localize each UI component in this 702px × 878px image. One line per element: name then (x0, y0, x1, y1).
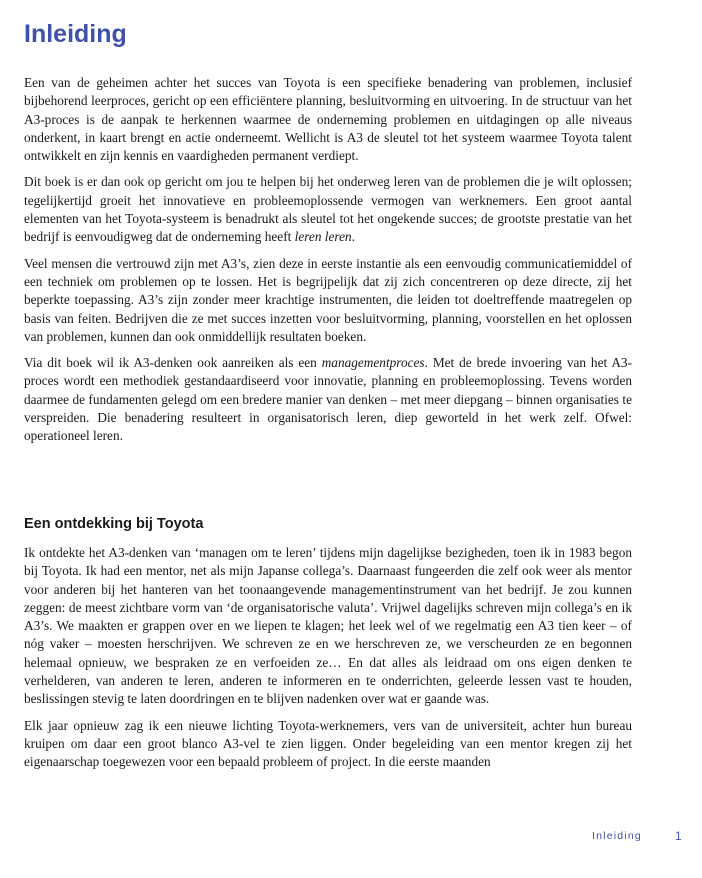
emphasis-text: leren leren (294, 229, 352, 245)
page-number: 1 (675, 829, 682, 843)
paragraph-text: Dit boek is er dan ook op gericht om jou te helpen bij het onderweg leren van de problemen die je wilt oplossen; tegelijkertijd groeit het innovatieve en probleemoplossende vermogen van werknemers. Een groot aantal elementen van het Toyota-systeem is benadrukt als sleutel tot het ongekende succes; de grootste prestatie van het bedrijf is eenvoudigweg dat de onderneming heeft (24, 174, 632, 245)
paragraph: Elk jaar opnieuw zag ik een nieuwe lichting Toyota-werknemers, vers van de universiteit, achter hun bureau kruipen om daar een groot blanco A3-vel te zien liggen. Onder begeleiding van een mentor kregen zij het eigenaarschap toegewezen voor een bepaald probleem of project. In die eerste maanden (24, 717, 632, 770)
paragraph: Veel mensen die vertrouwd zijn met A3’s, zien deze in eerste instantie als een eenvoudig communicatiemiddel of een techniek om problemen op te lossen. Het is begrijpelijk dat zij zich concentreren op deze directe, zij het beperkte toepassing. A3’s zijn zonder meer krachtige instrumenten, die leiden tot doeltreffende maatregelen op basis van feiten. Bedrijven die ze met succes inzetten voor besluitvorming, planning, voorstellen en het oplossen van problemen, kunnen dan ook onmiddellijk resultaten boeken. (24, 255, 632, 344)
paragraph (24, 173, 632, 246)
paragraph (24, 354, 632, 445)
discovery-section (24, 516, 632, 780)
paragraph-text: Via dit boek wil ik A3-denken ook aanreiken als een (24, 355, 322, 371)
paragraph: Een van de geheimen achter het succes van Toyota is een specifieke benadering van problemen, inclusief bijbehorend leerproces, gericht op een efficiëntere planning, besluitvorming en uitvoering. In de structuur van het A3-proces is de aanpak te herkennen waarmee de onderneming problemen en uitdagingen op alle niveaus onderkent, in kaart brengt en actie onderneemt. Wellicht is A3 de sleutel tot het systeem waarmee Toyota talent ontwikkelt en zijn kennis en vaardigheden permanent verdiept. (24, 75, 632, 164)
chapter-title: Inleiding (24, 20, 127, 48)
paragraph-text: . (351, 229, 355, 245)
emphasis-text: managementproces (321, 355, 425, 371)
running-head: Inleiding (592, 830, 642, 842)
paragraph-text: . Met de brede invoering van het A3-proces wordt een methodiek gestandaardiseerd voor innovatie, planning en probleemoplossing. Tevens worden daarmee de fundamenten gelegd om een bredere manier van denken – met meer diepgang – binnen organisaties te verspreiden. Die benadering resulteert in organisatorisch leren, diep geworteld in het werk zelf. Ofwel: operationeel leren. (24, 355, 633, 444)
section-body (24, 544, 632, 772)
intro-section (24, 74, 632, 454)
paragraph: Ik ontdekte het A3-denken van ‘managen om te leren’ tijdens mijn dagelijkse bezigheden, toen ik in 1983 begon bij Toyota. Ik had een mentor, net als mijn Japanse collega’s. Daarnaast fungeerden die zelf ook weer als mentor voor anderen bij het hanteren van het toonaangevende managementinstrument van het bedrijf. Je zou kunnen zeggen: de meest zichtbare vorm van ‘de organisatorische valuta’. Vrijwel dagelijks schreven mijn collega’s en ik A3’s. We maakten er grappen over en we liepen te klagen; het leek wel of we regelmatig een A3 tien keer – of nóg vaker – moesten herschrijven. We schreven ze en we herschreven ze, we verscheurden ze en begonnen helemaal opnieuw, we bespraken ze en verfoeiden ze… En dat alles als leidraad om ons eigen denken te verhelderen, van anderen te leren, anderen te informeren en te onderrichten, geleerde lessen vast te houden, beslissingen stevig te laten doordringen en te blijven nadenken over wat er gaande was. (24, 545, 632, 707)
section-heading: Een ontdekking bij Toyota (24, 516, 204, 532)
